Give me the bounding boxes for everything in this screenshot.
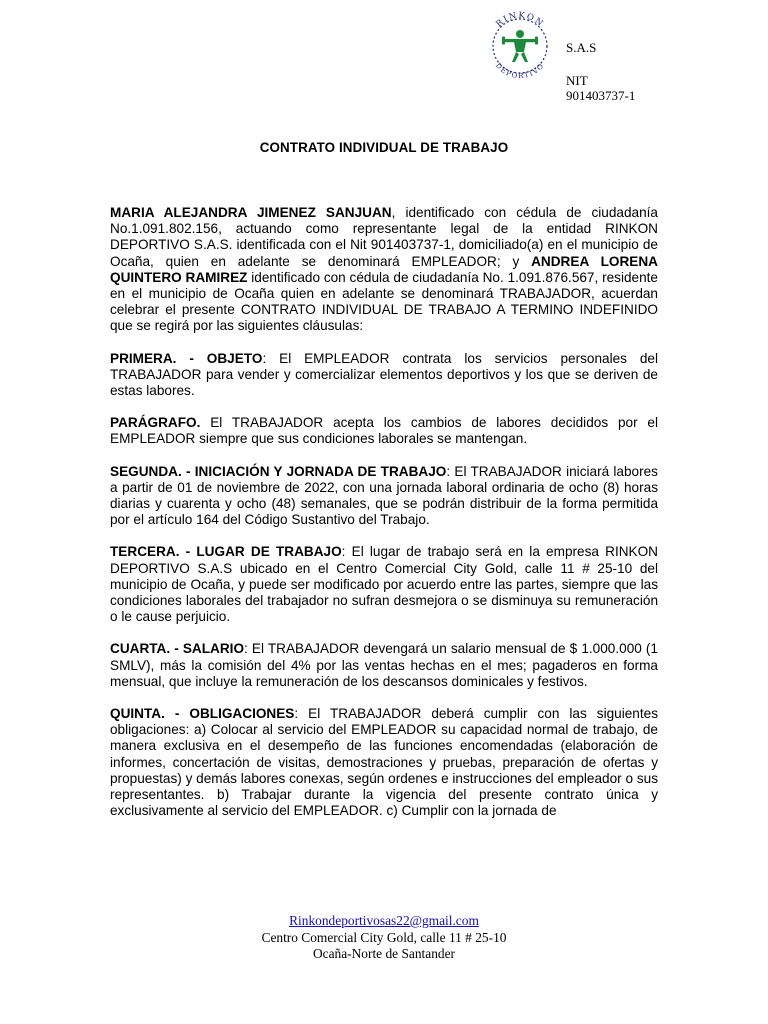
- employer-representative-name: MARIA ALEJANDRA JIMENEZ SANJUAN: [110, 205, 392, 220]
- clause-quinta: [110, 706, 658, 819]
- clause-heading: PARÁGRAFO.: [110, 415, 201, 431]
- employee-name: ANDREA LORENA QUINTERO RAMIREZ: [110, 253, 658, 285]
- clause-heading: QUINTA. - OBLIGACIONES: [110, 706, 295, 722]
- company-info: [566, 40, 635, 103]
- nit-value: 901403737-1: [566, 88, 636, 103]
- logo-ring-text-bottom: DEPORTIVO: [493, 61, 547, 81]
- weightlifter-icon: [482, 8, 558, 84]
- clause-heading: TERCERA. - LUGAR DE TRABAJO: [110, 544, 342, 560]
- page-footer: [0, 913, 768, 963]
- clause-heading: SEGUNDA. - INICIACIÓN Y JORNADA DE TRABAJO: [110, 463, 447, 479]
- email-link[interactable]: Rinkondeportivosas22@gmail.com: [289, 913, 479, 928]
- svg-text:RINKON: [494, 11, 545, 30]
- clause-heading: CUARTA. - SALARIO: [110, 641, 245, 657]
- nit-label: NIT: [566, 73, 588, 88]
- intro-paragraph: [110, 205, 658, 335]
- clause-segunda: [110, 464, 658, 529]
- clause-text: : El TRABAJADOR deberá cumplir con las siguientes obligaciones: a) Colocar al servicio del EMPLEADOR su capacidad normal de trabajo, de manera exclusiva en el desempeño de las funciones encomendadas (elaboración de informes, concertación de visitas, demostraciones y pruebas, preparación de ofertas y propuestas) y demás labores conexas, según ordenes e instrucciones del empleador o sus representantes. b) Trabajar durante la vigencia del presente contrato única y exclusivamente al servicio del EMPLEADOR. c) Cumplir con la jornada de: [110, 706, 658, 819]
- clause-heading: PRIMERA. - OBJETO: [110, 350, 263, 366]
- intro-text-2: identificado con cédula de ciudadanía No. 1.091.876.567, residente en el municipio de Ocaña quien en adelante se denominará TRABAJADOR, acuerdan celebrar el presente CONTRATO INDIVIDUAL DE TRABAJO A TERMINO INDEFINIDO que se regirá por las siguientes cláusulas:: [110, 269, 658, 334]
- clause-text: : El TRABAJADOR devengará un salario mensual de $ 1.000.000 (1 SMLV), más la comisión del 4% por las ventas hechas en el mes; pagaderos en forma mensual, que incluye la remuneración de los descansos dominicales y festivos.: [110, 641, 658, 689]
- clause-text: : El EMPLEADOR contrata los servicios personales del TRABAJADOR para vender y comercializar elementos deportivos y los que se deriven de estas labores.: [110, 350, 658, 399]
- company-logo: [482, 8, 558, 84]
- clause-primera: [110, 351, 658, 400]
- clause-paragrafo: [110, 415, 658, 447]
- document-title: CONTRATO INDIVIDUAL DE TRABAJO: [259, 140, 509, 155]
- clause-text: El TRABAJADOR acepta los cambios de labores decididos por el EMPLEADOR siempre que sus condiciones laborales se mantengan.: [110, 415, 658, 447]
- company-type: S.A.S: [566, 40, 597, 55]
- clause-text: : El lugar de trabajo será en la empresa RINKON DEPORTIVO S.A.S ubicado en el Centro Comercial City Gold, calle 11 # 25-10 del municipio de Ocaña, y puede ser modificado por acuerdo entre las partes, siempre que las condiciones laborales del trabajador no sufran desmejora o se disminuya su remuneración o le cause perjuicio.: [110, 544, 658, 625]
- svg-text:DEPORTIVO: [494, 61, 546, 80]
- clause-text: : El TRABAJADOR iniciará labores a partir de 01 de noviembre de 2022, con una jornada laboral ordinaria de ocho (8) horas diarias y cuarenta y ocho (48) semanales, que se podrán distribuir de la forma permitida por el artículo 164 del Código Sustantivo del Trabajo.: [110, 463, 658, 528]
- footer-address: Centro Comercial City Gold, calle 11 # 25-10: [261, 929, 507, 945]
- logo-ring-text-top: RINKON: [494, 10, 546, 30]
- intro-text-1: , identificado con cédula de ciudadanía No.1.091.802.156, actuando como representante legal de la entidad RINKON DEPORTIVO S.A.S. identificada con el Nit 901403737-1, domiciliado(a) en el municipio de Ocaña, quien en adelante se denominará EMPLEADOR; y: [110, 205, 658, 269]
- footer-city: Ocaña-Norte de Santander: [312, 946, 456, 961]
- clause-cuarta: [110, 641, 658, 690]
- clause-tercera: [110, 544, 658, 625]
- document-body: [110, 205, 658, 836]
